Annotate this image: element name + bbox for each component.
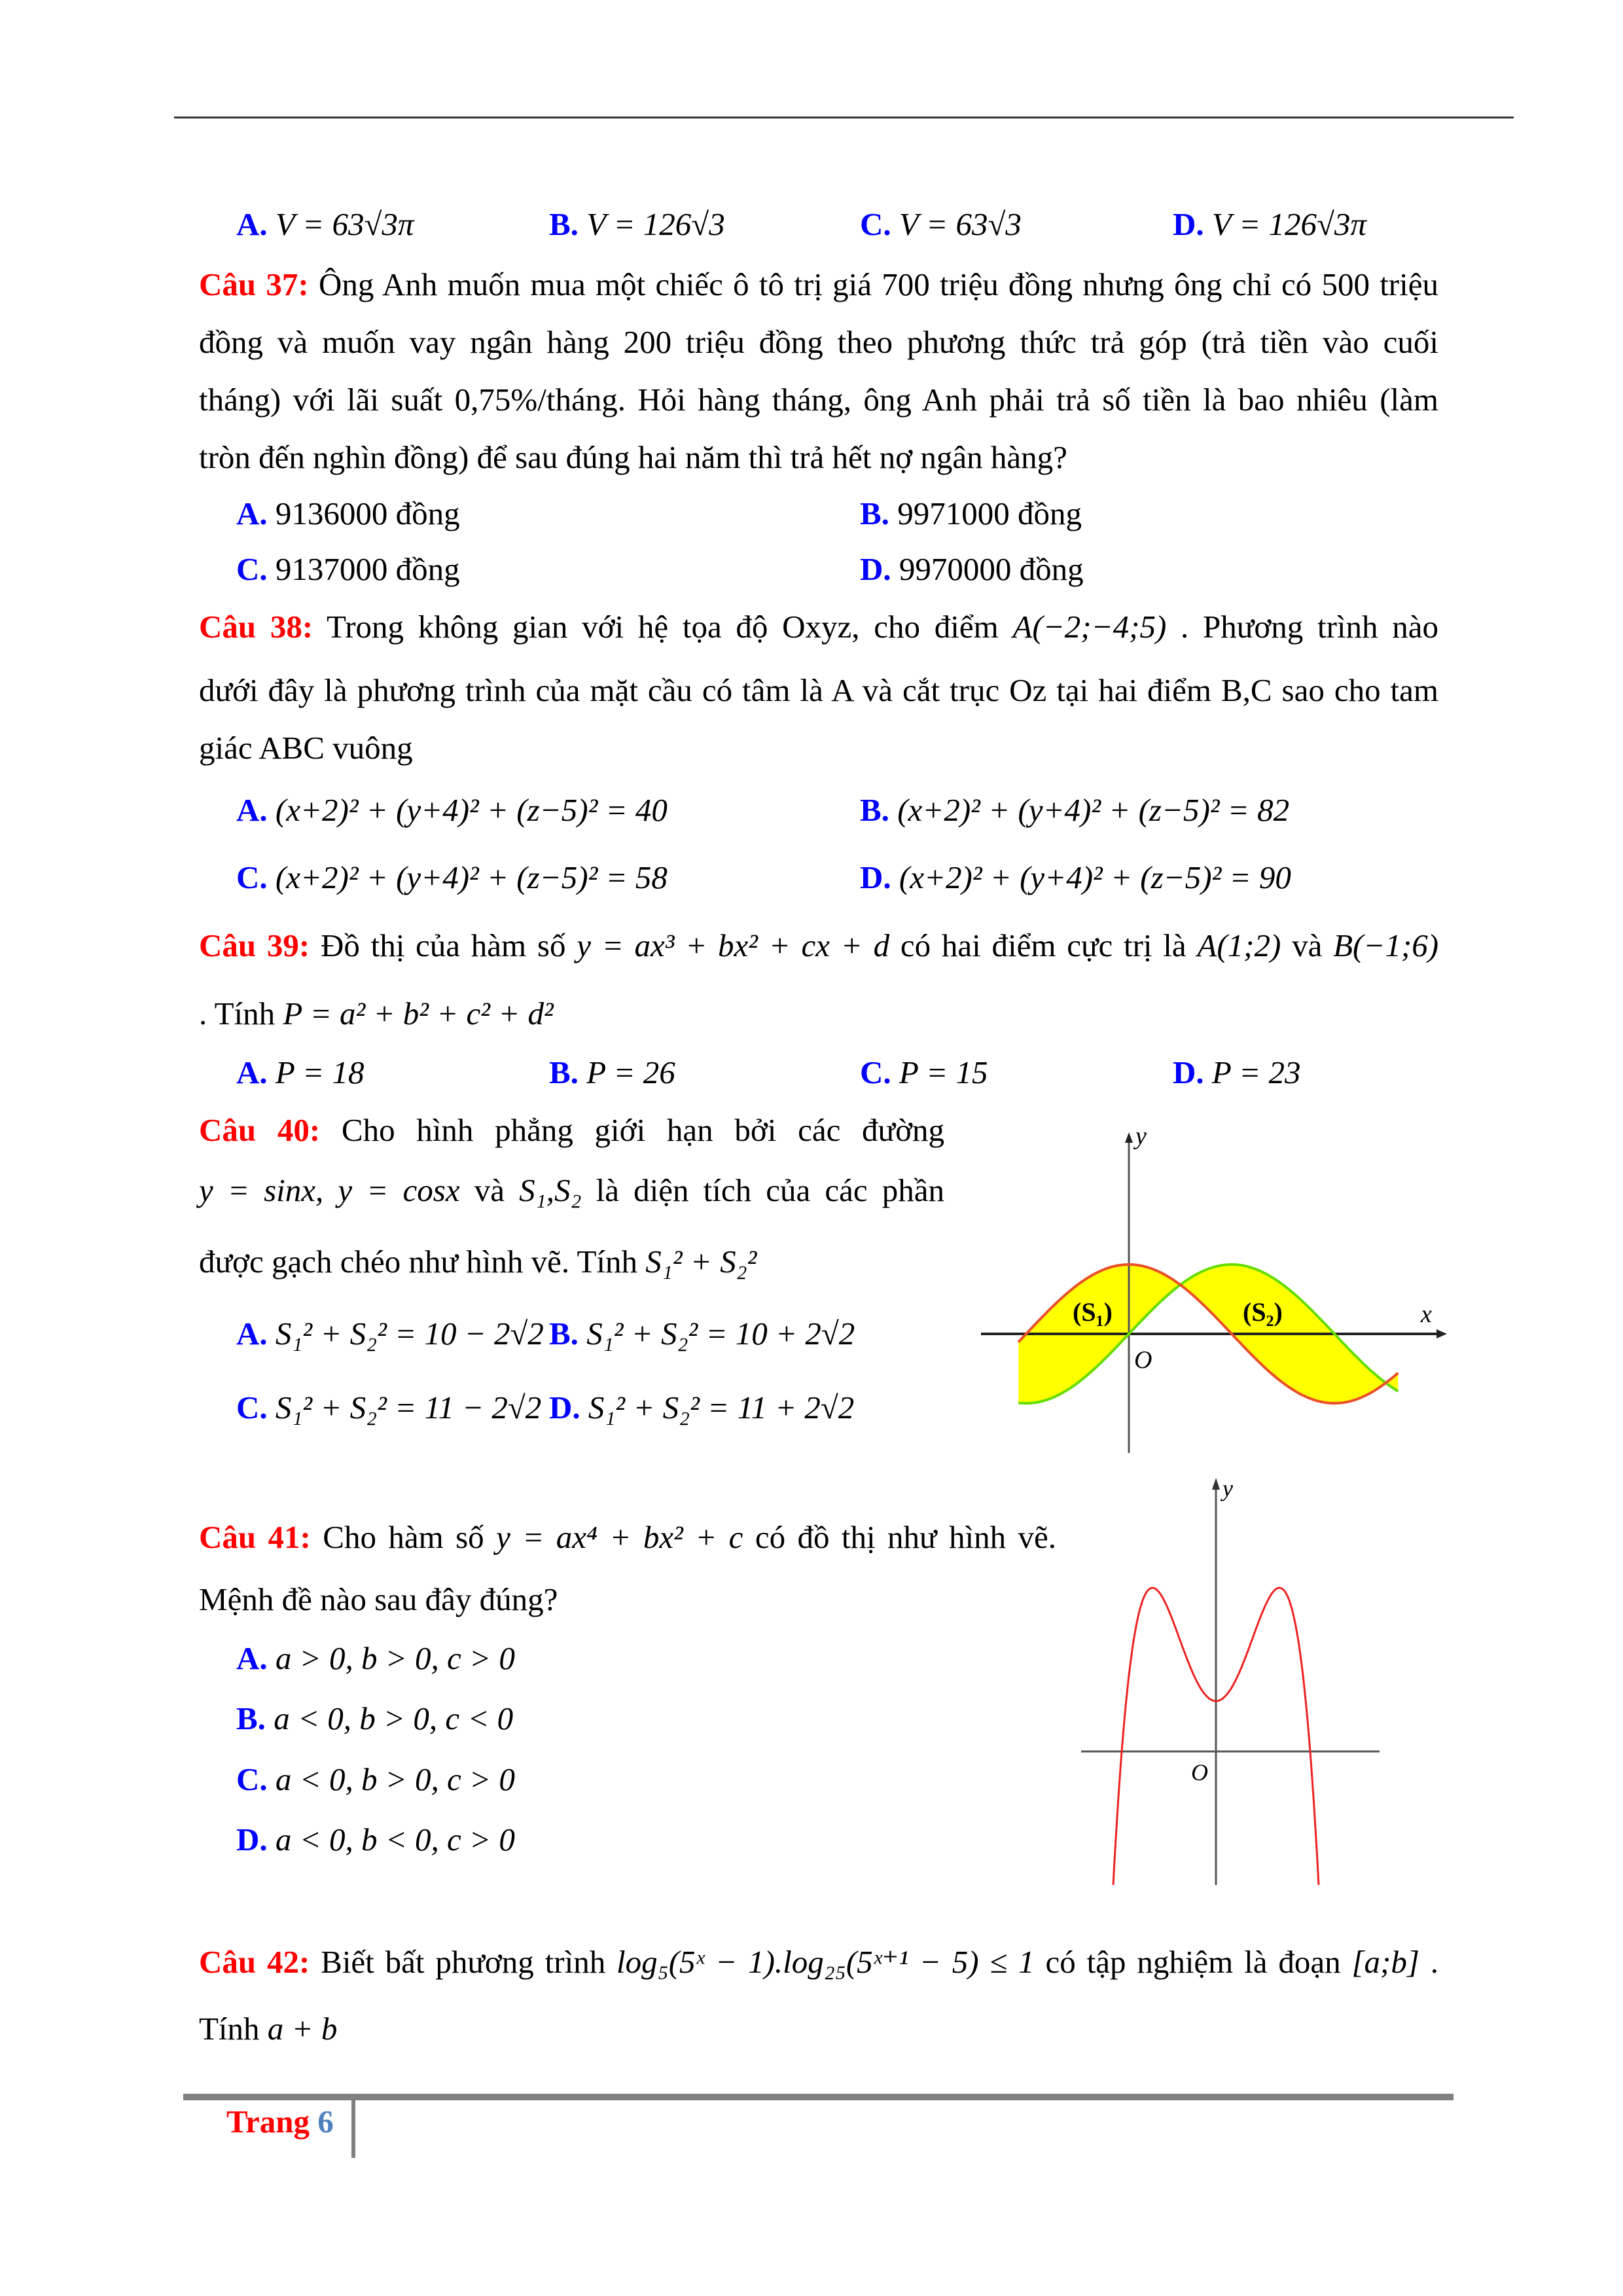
option-value: (x+2)² + (y+4)² + (z−5)² = 82: [897, 792, 1290, 828]
question-text: Trong không gian với hệ tọa độ Oxyz, cho điểm: [327, 609, 999, 645]
question-text: Đồ thị của hàm số: [320, 927, 566, 963]
q40-option-b: [549, 1314, 855, 1354]
question-text: có tập nghiệm là đoạn: [1045, 1944, 1341, 1980]
q41-line-1: [199, 1518, 1056, 1557]
q37-option-c: [236, 550, 460, 589]
option-value: 9137000 đồng: [275, 551, 460, 587]
q38-line-3: giác ABC vuông: [199, 730, 413, 766]
question-label: Câu 39:: [199, 927, 310, 963]
footer-divider: [351, 2098, 355, 2158]
origin-label: O: [1134, 1346, 1152, 1374]
option-value: a > 0, b > 0, c > 0: [275, 1640, 515, 1676]
option-label: D.: [1173, 1054, 1204, 1090]
expression: a + b: [267, 2011, 338, 2047]
option-value: P = 26: [586, 1054, 675, 1090]
option-value: a < 0, b < 0, c > 0: [275, 1821, 515, 1857]
option-label: C.: [236, 1390, 268, 1426]
question-text: và: [1292, 927, 1323, 963]
option-value: V = 126√3π: [1211, 206, 1366, 242]
question-text: Cho hình phẳng giới hạn bởi các đường: [341, 1112, 944, 1148]
option-value: a < 0, b > 0, c < 0: [274, 1700, 514, 1736]
option-value: (x+2)² + (y+4)² + (z−5)² = 58: [275, 859, 668, 895]
q36-option-c: [860, 205, 1022, 244]
question-text: Tính: [199, 2011, 260, 2047]
page-label: Trang: [226, 2104, 310, 2140]
option-value: P = 18: [275, 1054, 365, 1090]
header-rule: [174, 117, 1514, 118]
q39-option-b: [549, 1053, 675, 1092]
area-symbols: S₁,S₂: [519, 1172, 582, 1208]
question-label: Câu 37:: [199, 266, 309, 302]
option-label: B.: [549, 206, 579, 242]
option-label: A.: [236, 1640, 268, 1676]
question-text: có đồ thị như hình vẽ.: [755, 1519, 1056, 1555]
option-value: (x+2)² + (y+4)² + (z−5)² = 90: [899, 859, 1291, 895]
q40-line-1: [199, 1111, 944, 1150]
y-axis-arrow-icon: [1212, 1478, 1220, 1490]
q40-option-d: [549, 1388, 854, 1427]
q41-option-c: [236, 1760, 515, 1799]
question-label: Câu 41:: [199, 1519, 311, 1555]
option-value: V = 126√3: [586, 206, 725, 242]
function-formula: y = sinx, y = cosx: [199, 1172, 460, 1208]
option-value: a < 0, b > 0, c > 0: [275, 1761, 515, 1797]
option-label: B.: [236, 1700, 266, 1736]
q39-option-d: [1173, 1053, 1301, 1092]
question-text: Ông Anh muốn mua một chiếc ô tô trị giá 700 triệu đồng nhưng ông chỉ có 500 triệu: [318, 266, 1438, 302]
question-label: Câu 38:: [199, 609, 313, 645]
q40-option-c: [236, 1388, 541, 1427]
q39-option-a: [236, 1053, 365, 1092]
page-number: [226, 2102, 334, 2142]
q40-option-a: [236, 1314, 544, 1354]
option-value: S₁² + S₂² = 10 − 2√2: [275, 1316, 544, 1352]
q40-line-2: [199, 1171, 944, 1210]
question-text: . Phương trình nào: [1181, 609, 1438, 645]
y-label: y: [1222, 1475, 1233, 1501]
point-a: A(1;2): [1197, 927, 1281, 963]
question-text: Biết bất phương trình: [321, 1944, 606, 1980]
option-label: D.: [860, 551, 891, 587]
question-text: Cho hàm số: [323, 1519, 484, 1555]
q38-line-2: dưới đây là phương trình của mặt cầu có tâm là A và cắt trục Oz tại hai điểm B,C sao cho tam: [199, 672, 1438, 708]
origin-label: O: [1191, 1759, 1208, 1785]
page-value: 6: [317, 2104, 334, 2140]
q39-option-c: [860, 1053, 988, 1092]
q36-option-b: [549, 205, 725, 244]
point-b: B(−1;6): [1333, 927, 1439, 963]
q39-line-1: [199, 926, 1438, 965]
option-value: S₁² + S₂² = 11 − 2√2: [275, 1390, 542, 1426]
question-text: và: [474, 1172, 505, 1208]
q37-line-2: đồng và muốn vay ngân hàng 200 triệu đồng theo phương thức trả góp (trả tiền vào cuối: [199, 324, 1438, 360]
q36-option-d: [1173, 205, 1366, 244]
question-text: . Tính: [199, 996, 276, 1031]
question-label: Câu 42:: [199, 1944, 310, 1980]
option-label: B.: [549, 1316, 579, 1352]
q41-option-b: [236, 1699, 513, 1738]
q38-option-a: [236, 791, 668, 830]
y-axis-arrow-icon: [1125, 1132, 1133, 1143]
option-label: B.: [860, 792, 889, 828]
question-text: là diện tích của các phần: [596, 1172, 945, 1208]
option-value: P = 23: [1211, 1054, 1301, 1090]
q37-line-4: tròn đến nghìn đồng) để sau đúng hai năm thì trả hết nợ ngân hàng?: [199, 439, 1067, 475]
expression: S₁² + S₂²: [645, 1244, 757, 1280]
q41-line-2: Mệnh đề nào sau đây đúng?: [199, 1581, 558, 1617]
option-label: D.: [1173, 206, 1204, 242]
q38-option-c: [236, 858, 668, 897]
option-value: 9136000 đồng: [275, 495, 460, 531]
sin-cos-area-figure: [981, 1113, 1452, 1453]
option-label: A.: [236, 206, 268, 242]
q37-option-a: [236, 494, 460, 533]
q39-line-2: [199, 994, 554, 1033]
option-label: A.: [236, 495, 268, 531]
option-value: S₁² + S₂² = 10 + 2√2: [586, 1316, 855, 1352]
quartic-graph-figure: [1073, 1473, 1387, 1885]
interval: [a;b]: [1351, 1944, 1419, 1980]
footer-rule: [183, 2094, 1454, 2100]
inequality: log₅(5ˣ − 1).log₂₅(5ˣ⁺¹ − 5) ≤ 1: [616, 1944, 1035, 1980]
option-label: B.: [860, 495, 889, 531]
q38-option-b: [860, 791, 1289, 830]
x-label: x: [1421, 1300, 1432, 1328]
q42-line-2: [199, 2009, 337, 2049]
q42-line-1: [199, 1943, 1438, 1982]
option-label: A.: [236, 1054, 268, 1090]
q37-option-b: [860, 494, 1082, 533]
point-a: A(−2;−4;5): [1012, 609, 1167, 645]
q37-line-1: [199, 265, 1438, 304]
q41-option-d: [236, 1820, 515, 1859]
option-label: C.: [860, 1054, 891, 1090]
option-label: C.: [860, 206, 891, 242]
q36-option-a: [236, 205, 414, 244]
function-formula: y = ax⁴ + bx² + c: [496, 1519, 743, 1555]
option-value: 9970000 đồng: [899, 551, 1084, 587]
option-label: A.: [236, 1316, 268, 1352]
option-label: A.: [236, 792, 268, 828]
s1-label: (S₁): [1073, 1297, 1113, 1327]
option-label: D.: [236, 1821, 268, 1857]
s2-label: (S₂): [1243, 1297, 1283, 1327]
q37-line-3: tháng) với lãi suất 0,75%/tháng. Hỏi hàng tháng, ông Anh phải trả số tiền là bao nhiêu (làm: [199, 382, 1438, 418]
option-value: (x+2)² + (y+4)² + (z−5)² = 40: [275, 792, 668, 828]
q38-option-d: [860, 858, 1291, 897]
question-text: .: [1430, 1944, 1438, 1980]
option-value: 9971000 đồng: [897, 495, 1082, 531]
option-value: V = 63√3: [899, 206, 1022, 242]
q37-option-d: [860, 550, 1084, 589]
y-label: y: [1135, 1122, 1147, 1150]
function-formula: y = ax³ + bx² + cx + d: [577, 927, 890, 963]
option-label: B.: [549, 1054, 579, 1090]
q38-line-1: [199, 607, 1438, 647]
q41-option-a: [236, 1639, 515, 1678]
question-text: được gạch chéo như hình vẽ. Tính: [199, 1244, 638, 1280]
option-label: C.: [236, 1761, 268, 1797]
option-value: P = 15: [899, 1054, 988, 1090]
option-value: V = 63√3π: [275, 206, 414, 242]
x-axis-arrow-icon: [1436, 1329, 1447, 1338]
option-label: D.: [860, 859, 891, 895]
p-formula: P = a² + b² + c² + d²: [283, 996, 554, 1031]
option-label: C.: [236, 859, 268, 895]
question-label: Câu 40:: [199, 1112, 321, 1148]
option-value: S₁² + S₂² = 11 + 2√2: [588, 1390, 855, 1426]
option-label: D.: [549, 1390, 580, 1426]
option-label: C.: [236, 551, 268, 587]
q40-line-3: [199, 1242, 757, 1282]
question-text: có hai điểm cực trị là: [900, 927, 1186, 963]
